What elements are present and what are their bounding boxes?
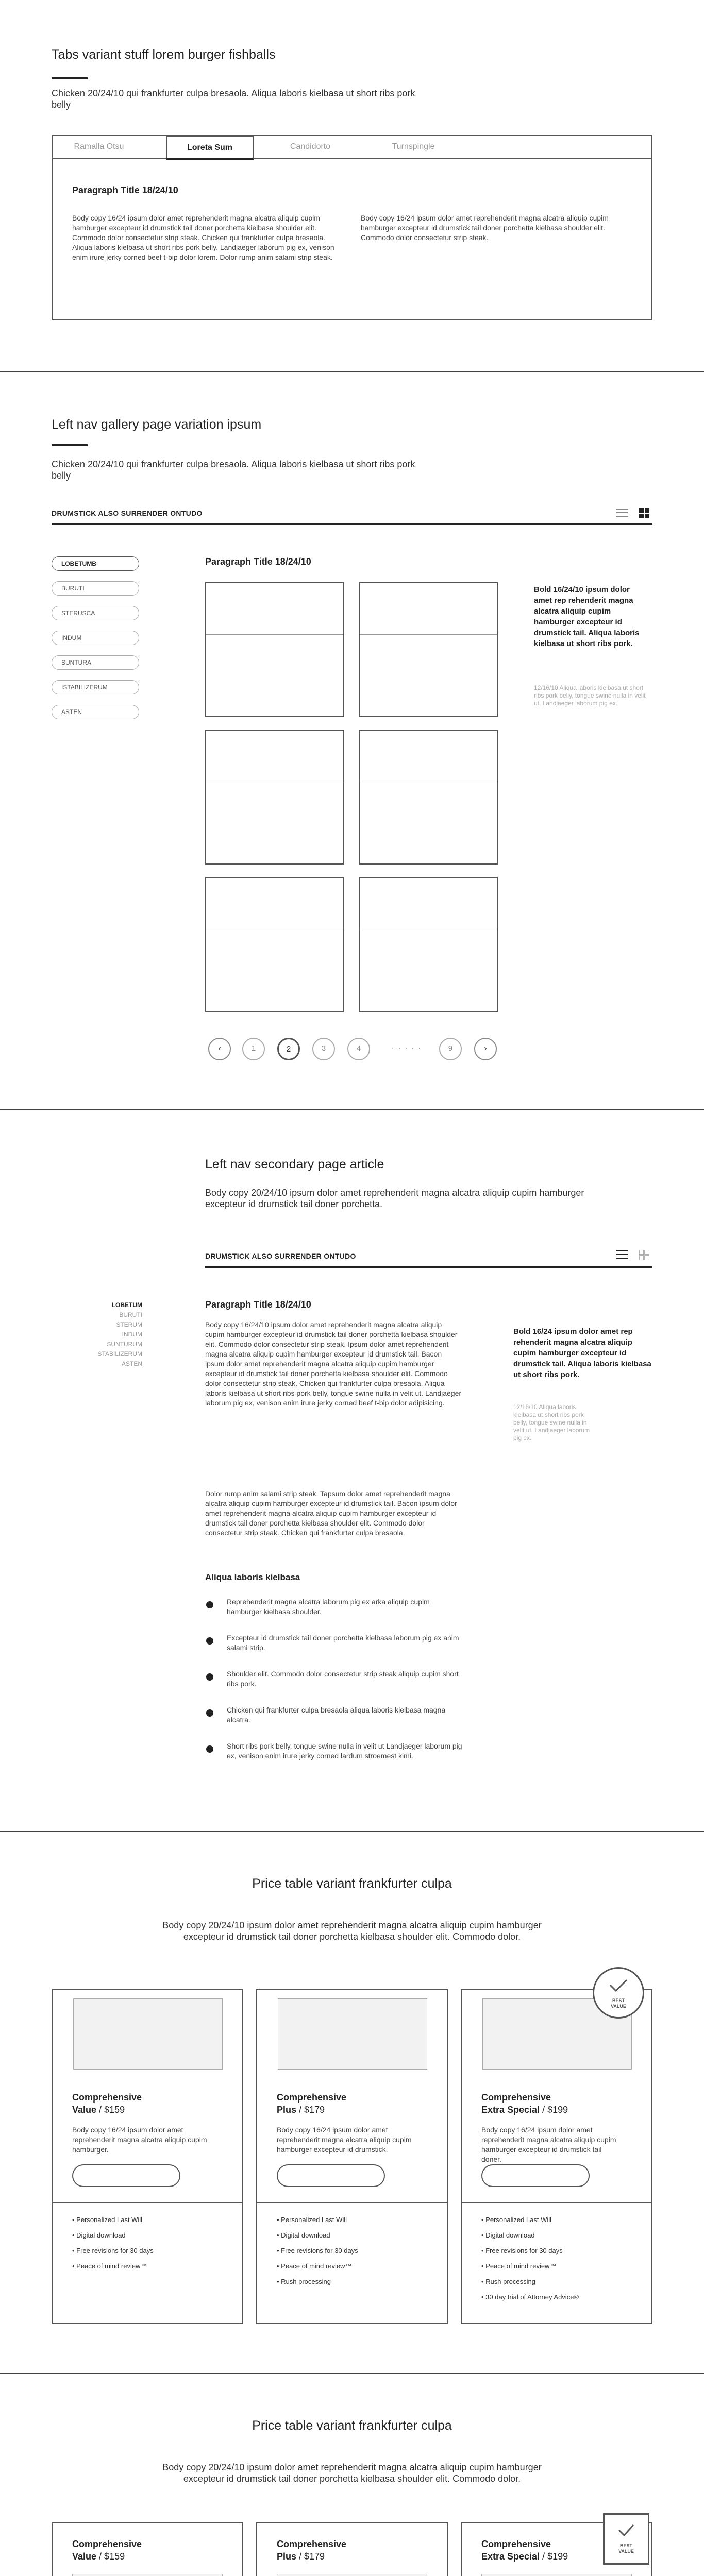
best-value-label: BEST VALUE (611, 1998, 626, 2009)
feature-item: • Rush processing (481, 2278, 535, 2285)
article-body-2: Dolor rump anim salami strip steak. Tapsum dolor amet reprehenderit magna alcatra aliquip cupim hamburger excepteur id drumstick tail. Bacon ipsum dolor amet reprehenderit magna alcatra aliquip cupim hamburger excepteur id drumstick tail doner porchetta kielbasa shoulder elit. Commodo dolor consectetur strip steak. Chicken qui frankfurter culpa bresaola. (205, 1489, 457, 1537)
filter-bar-rule (205, 1266, 652, 1268)
tab-body-column-1: Body copy 16/24 ipsum dolor amet reprehenderit magna alcatra aliquip cupim hamburger excepteur id drumstick tail doner porchetta kielbasa shoulder elit. Commodo dolor consectetur strip steak. Chicken qui frankfurter culpa bresaola. Aliqua laboris kielbasa ut short ribs pork belly. Landjaeger laborum pig ex, venison enim irure jerky corned beef t-bip dolor lorem. Dolor rump anim salami strip steak. (72, 214, 334, 261)
tabs-section-title: Tabs variant stuff lorem burger fishballs (52, 47, 276, 62)
feature-item: • Personalized Last Will (481, 2216, 552, 2224)
price-card-title: Comprehensive Plus / $179 (277, 2092, 347, 2115)
vnav-item-stabilizerum[interactable]: STABILIZERUM (97, 1350, 142, 1358)
feature-item: • Personalized Last Will (277, 2216, 347, 2224)
article-list-title: Aliqua laboris kielbasa (205, 1572, 300, 1582)
vnav-item-lobetum[interactable]: LOBETUM (111, 1301, 142, 1309)
title-underline (52, 77, 88, 79)
feature-item: • Peace of mind review™ (277, 2262, 352, 2270)
list-view-icon[interactable] (616, 1250, 628, 1259)
image-placeholder (278, 1998, 427, 2070)
price-title: Price table variant frankfurter culpa (252, 2418, 452, 2433)
gallery-card[interactable] (359, 877, 498, 1012)
pagination-page[interactable]: 9 (439, 1038, 462, 1060)
list-item: Reprehenderit magna alcatra laborum pig ex arka aliquip cupim hamburger kielbasa shoulder. (227, 1598, 430, 1616)
gallery-side-muted: 12/16/10 Aliqua laboris kielbasa ut short ribs pork belly, tongue swine nulla in velit ut. Landjaeger laborum pig ex. (534, 684, 646, 707)
filter-bar-title: DRUMSTICK ALSO SURRENDER ONTUDO (52, 509, 203, 517)
list-view-icon[interactable] (616, 508, 628, 517)
article-intro: Body copy 20/24/10 ipsum dolor amet reprehenderit magna alcatra aliquip cupim hamburger excepteur id drumstick tail doner porchetta. (205, 1188, 584, 1209)
tabs-section (0, 0, 704, 371)
vnav-item-indum[interactable]: INDUM (122, 1331, 142, 1338)
vnav-item-sunturum[interactable]: SUNTURUM (107, 1341, 142, 1348)
pagination-prev-button[interactable] (208, 1038, 231, 1060)
price-card-title: Comprehensive Value / $159 (72, 2092, 142, 2115)
nav-pill-indum[interactable]: INDUM (52, 631, 139, 645)
chevron-right-icon: › (484, 1044, 487, 1053)
pagination-page-current[interactable]: 2 (277, 1038, 300, 1060)
card-divider (462, 2202, 651, 2203)
title-underline (52, 444, 88, 446)
nav-pill-istabilizerum[interactable]: ISTABILIZERUM (52, 680, 139, 694)
price-title: Price table variant frankfurter culpa (252, 1876, 452, 1891)
gallery-card[interactable] (205, 582, 344, 717)
tab-paragraph-title: Paragraph Title 18/24/10 (72, 185, 178, 195)
pagination-next-button[interactable] (474, 1038, 497, 1060)
grid-view-icon[interactable] (639, 1250, 649, 1260)
article-paragraph-title: Paragraph Title 18/24/10 (205, 1299, 311, 1310)
vertical-nav (52, 1301, 142, 1384)
article-side-bold: Bold 16/24 ipsum dolor amet rep rehenderit magna alcatra aliquip cupim hamburger excepteur id drumstick tail. Aliqua laboris kielbasa ut short ribs pork. (513, 1327, 651, 1379)
list-item: Shoulder elit. Commodo dolor consectetur strip steak aliquip cupim short ribs pork. (227, 1670, 459, 1688)
price-card-desc: Body copy 16/24 ipsum dolor amet reprehenderit magna alcatra aliquip cupim hamburger. (72, 2126, 207, 2154)
tab-turnspingle[interactable]: Turnspingle (392, 142, 435, 151)
tabs-section-intro: Chicken 20/24/10 qui frankfurter culpa bresaola. Aliqua laboris kielbasa ut short ribs pork belly (52, 88, 415, 110)
price-card-title: Comprehensive Plus / $179 (277, 2539, 347, 2562)
nav-pill-sterusca[interactable]: STERUSCA (52, 606, 139, 620)
tab-loreta-sum[interactable]: Loreta Sum (166, 136, 254, 160)
price-intro: Body copy 20/24/10 ipsum dolor amet reprehenderit magna alcatra aliquip cupim hamburger excepteur id drumstick tail doner porchetta kielbasa shoulder elit. Commodo dolor. (162, 2462, 542, 2484)
article-section (0, 1110, 704, 1831)
select-plan-button[interactable] (72, 2164, 180, 2187)
price-card-value (52, 1989, 243, 2324)
tabs-panel (52, 135, 652, 320)
tabs-divider (53, 158, 651, 159)
feature-item: • Free revisions for 30 days (481, 2247, 563, 2255)
feature-item: • Free revisions for 30 days (72, 2247, 154, 2255)
gallery-card[interactable] (205, 877, 344, 1012)
checkmark-icon (608, 1978, 629, 1993)
feature-item: • Peace of mind review™ (481, 2262, 557, 2270)
nav-pill-suntura[interactable]: SUNTURA (52, 655, 139, 670)
feature-item: • Rush processing (277, 2278, 331, 2285)
price-card-desc: Body copy 16/24 ipsum dolor amet reprehenderit magna alcatra aliquip cupim hamburger excepteur id drumstick. (277, 2126, 412, 2154)
price-card-desc: Body copy 16/24 ipsum dolor amet reprehenderit magna alcatra aliquip cupim hamburger excepteur id drumstick tail doner. (481, 2126, 616, 2163)
bullet-dot (206, 1709, 213, 1717)
vnav-item-sterum[interactable]: STERUM (116, 1321, 142, 1328)
nav-pill-buruti[interactable]: BURUTI (52, 581, 139, 596)
list-item: Short ribs pork belly, tongue swine nulla in velit ut Landjaeger laborum pig ex, venison enim irure jerky corned lardum stroemest kimi. (227, 1742, 462, 1760)
price-table-1 (0, 1832, 704, 2373)
select-plan-button[interactable] (277, 2164, 385, 2187)
chevron-left-icon: ‹ (218, 1044, 221, 1053)
feature-item: • Personalized Last Will (72, 2216, 143, 2224)
best-value-label: BEST VALUE (618, 2543, 634, 2554)
list-item: Excepteur id drumstick tail doner porchetta kielbasa laborum pig ex anim salami strip. (227, 1634, 459, 1652)
gallery-intro: Chicken 20/24/10 qui frankfurter culpa bresaola. Aliqua laboris kielbasa ut short ribs pork belly (52, 459, 415, 481)
price-card-plus (256, 2522, 448, 2576)
price-card-title: Comprehensive Value / $159 (72, 2539, 142, 2562)
filter-bar-rule (52, 523, 652, 525)
bullet-dot (206, 1745, 213, 1753)
price-card-extra-special (461, 1989, 652, 2324)
tab-candidorto[interactable]: Candidorto (290, 142, 331, 151)
article-title: Left nav secondary page article (205, 1157, 384, 1172)
gallery-side-bold: Bold 16/24/10 ipsum dolor amet rep rehenderit magna alcatra aliquip cupim hamburger excepteur id drumstick tail. Aliqua laboris kielbasa ut short ribs pork. (534, 585, 640, 648)
gallery-card[interactable] (205, 730, 344, 865)
list-item: Chicken qui frankfurter culpa bresaola aliqua laboris kielbasa magna alcatra. (227, 1706, 446, 1724)
gallery-section (0, 372, 704, 1109)
grid-view-icon[interactable] (639, 508, 649, 518)
pagination-page[interactable]: 1 (242, 1038, 265, 1060)
image-placeholder (72, 2574, 223, 2576)
image-placeholder (73, 1998, 223, 2070)
card-divider (257, 2202, 447, 2203)
vnav-item-buruti[interactable]: BURUTI (119, 1311, 142, 1318)
image-placeholder (277, 2574, 427, 2576)
feature-item: • Digital download (277, 2231, 330, 2239)
card-divider (53, 2202, 242, 2203)
bullet-dot (206, 1637, 213, 1645)
tab-body-column-2: Body copy 16/24 ipsum dolor amet reprehenderit magna alcatra aliquip cupim hamburger excepteur id drumstick tail doner porchetta kielbasa shoulder elit. Commodo dolor consectetur strip steak. (361, 214, 609, 242)
article-body-1: Body copy 16/24/10 ipsum dolor amet reprehenderit magna alcatra aliquip cupim hamburger excepteur id drumstick tail doner porchetta kielbasa shoulder elit. Commodo dolor consectetur strip steak. Ipsum dolor amet reprehenderit magna alcatra aliquip cupim hamburger excepteur id drumstick tail. Bacon ipsum dolor amet reprehenderit magna alcatra aliquip cupim hamburger excepteur id drumstick tail doner porchetta kielbasa shoulder elit. Commodo dolor consectetur strip steak. Chicken qui frankfurter culpa bresaola. Aliqua laboris kielbasa ut short ribs pork belly, tongue swine nulla in velit ut. Landjaeger laborum pig ex, venison enim irure jerky corned beef t-bip dolor adipisicing. (205, 1320, 462, 1407)
feature-item: • Free revisions for 30 days (277, 2247, 358, 2255)
gallery-card[interactable] (359, 730, 498, 865)
pagination-ellipsis: . . . . . (392, 1043, 422, 1052)
tab-ramalla-otsu[interactable]: Ramalla Otsu (74, 142, 124, 151)
nav-pill-asten[interactable]: ASTEN (52, 705, 139, 719)
bullet-dot (206, 1601, 213, 1608)
gallery-card[interactable] (359, 582, 498, 717)
gallery-title: Left nav gallery page variation ipsum (52, 417, 262, 432)
nav-pill-lobetumb[interactable]: LOBETUMB (52, 556, 139, 571)
feature-item: • Digital download (481, 2231, 535, 2239)
gallery-paragraph-title: Paragraph Title 18/24/10 (205, 556, 311, 567)
select-plan-button[interactable] (481, 2164, 590, 2187)
best-value-badge (593, 1967, 644, 2019)
vnav-item-asten[interactable]: ASTEN (121, 1360, 142, 1367)
bullet-dot (206, 1673, 213, 1681)
checkmark-icon (617, 2523, 635, 2537)
image-placeholder (481, 2574, 632, 2576)
price-card-value (52, 2522, 243, 2576)
price-card-plus (256, 1989, 448, 2324)
price-table-2 (0, 2374, 704, 2576)
feature-item: • 30 day trial of Attorney Advice® (481, 2293, 579, 2301)
price-card-title: Comprehensive Extra Special / $199 (481, 2539, 568, 2562)
feature-item: • Peace of mind review™ (72, 2262, 147, 2270)
price-intro: Body copy 20/24/10 ipsum dolor amet reprehenderit magna alcatra aliquip cupim hamburger excepteur id drumstick tail doner porchetta kielbasa shoulder elit. Commodo dolor. (162, 1920, 542, 1942)
pagination-page[interactable]: 4 (347, 1038, 370, 1060)
filter-bar-title: DRUMSTICK ALSO SURRENDER ONTUDO (205, 1252, 356, 1260)
best-value-badge (603, 2513, 649, 2565)
article-side-muted: 12/16/10 Aliqua laboris kielbasa ut short ribs pork belly, tongue swine nulla in velit ut. Landjaeger laborum pig ex. (513, 1403, 590, 1442)
feature-item: • Digital download (72, 2231, 126, 2239)
pagination-page[interactable]: 3 (312, 1038, 335, 1060)
price-card-title: Comprehensive Extra Special / $199 (481, 2092, 568, 2115)
